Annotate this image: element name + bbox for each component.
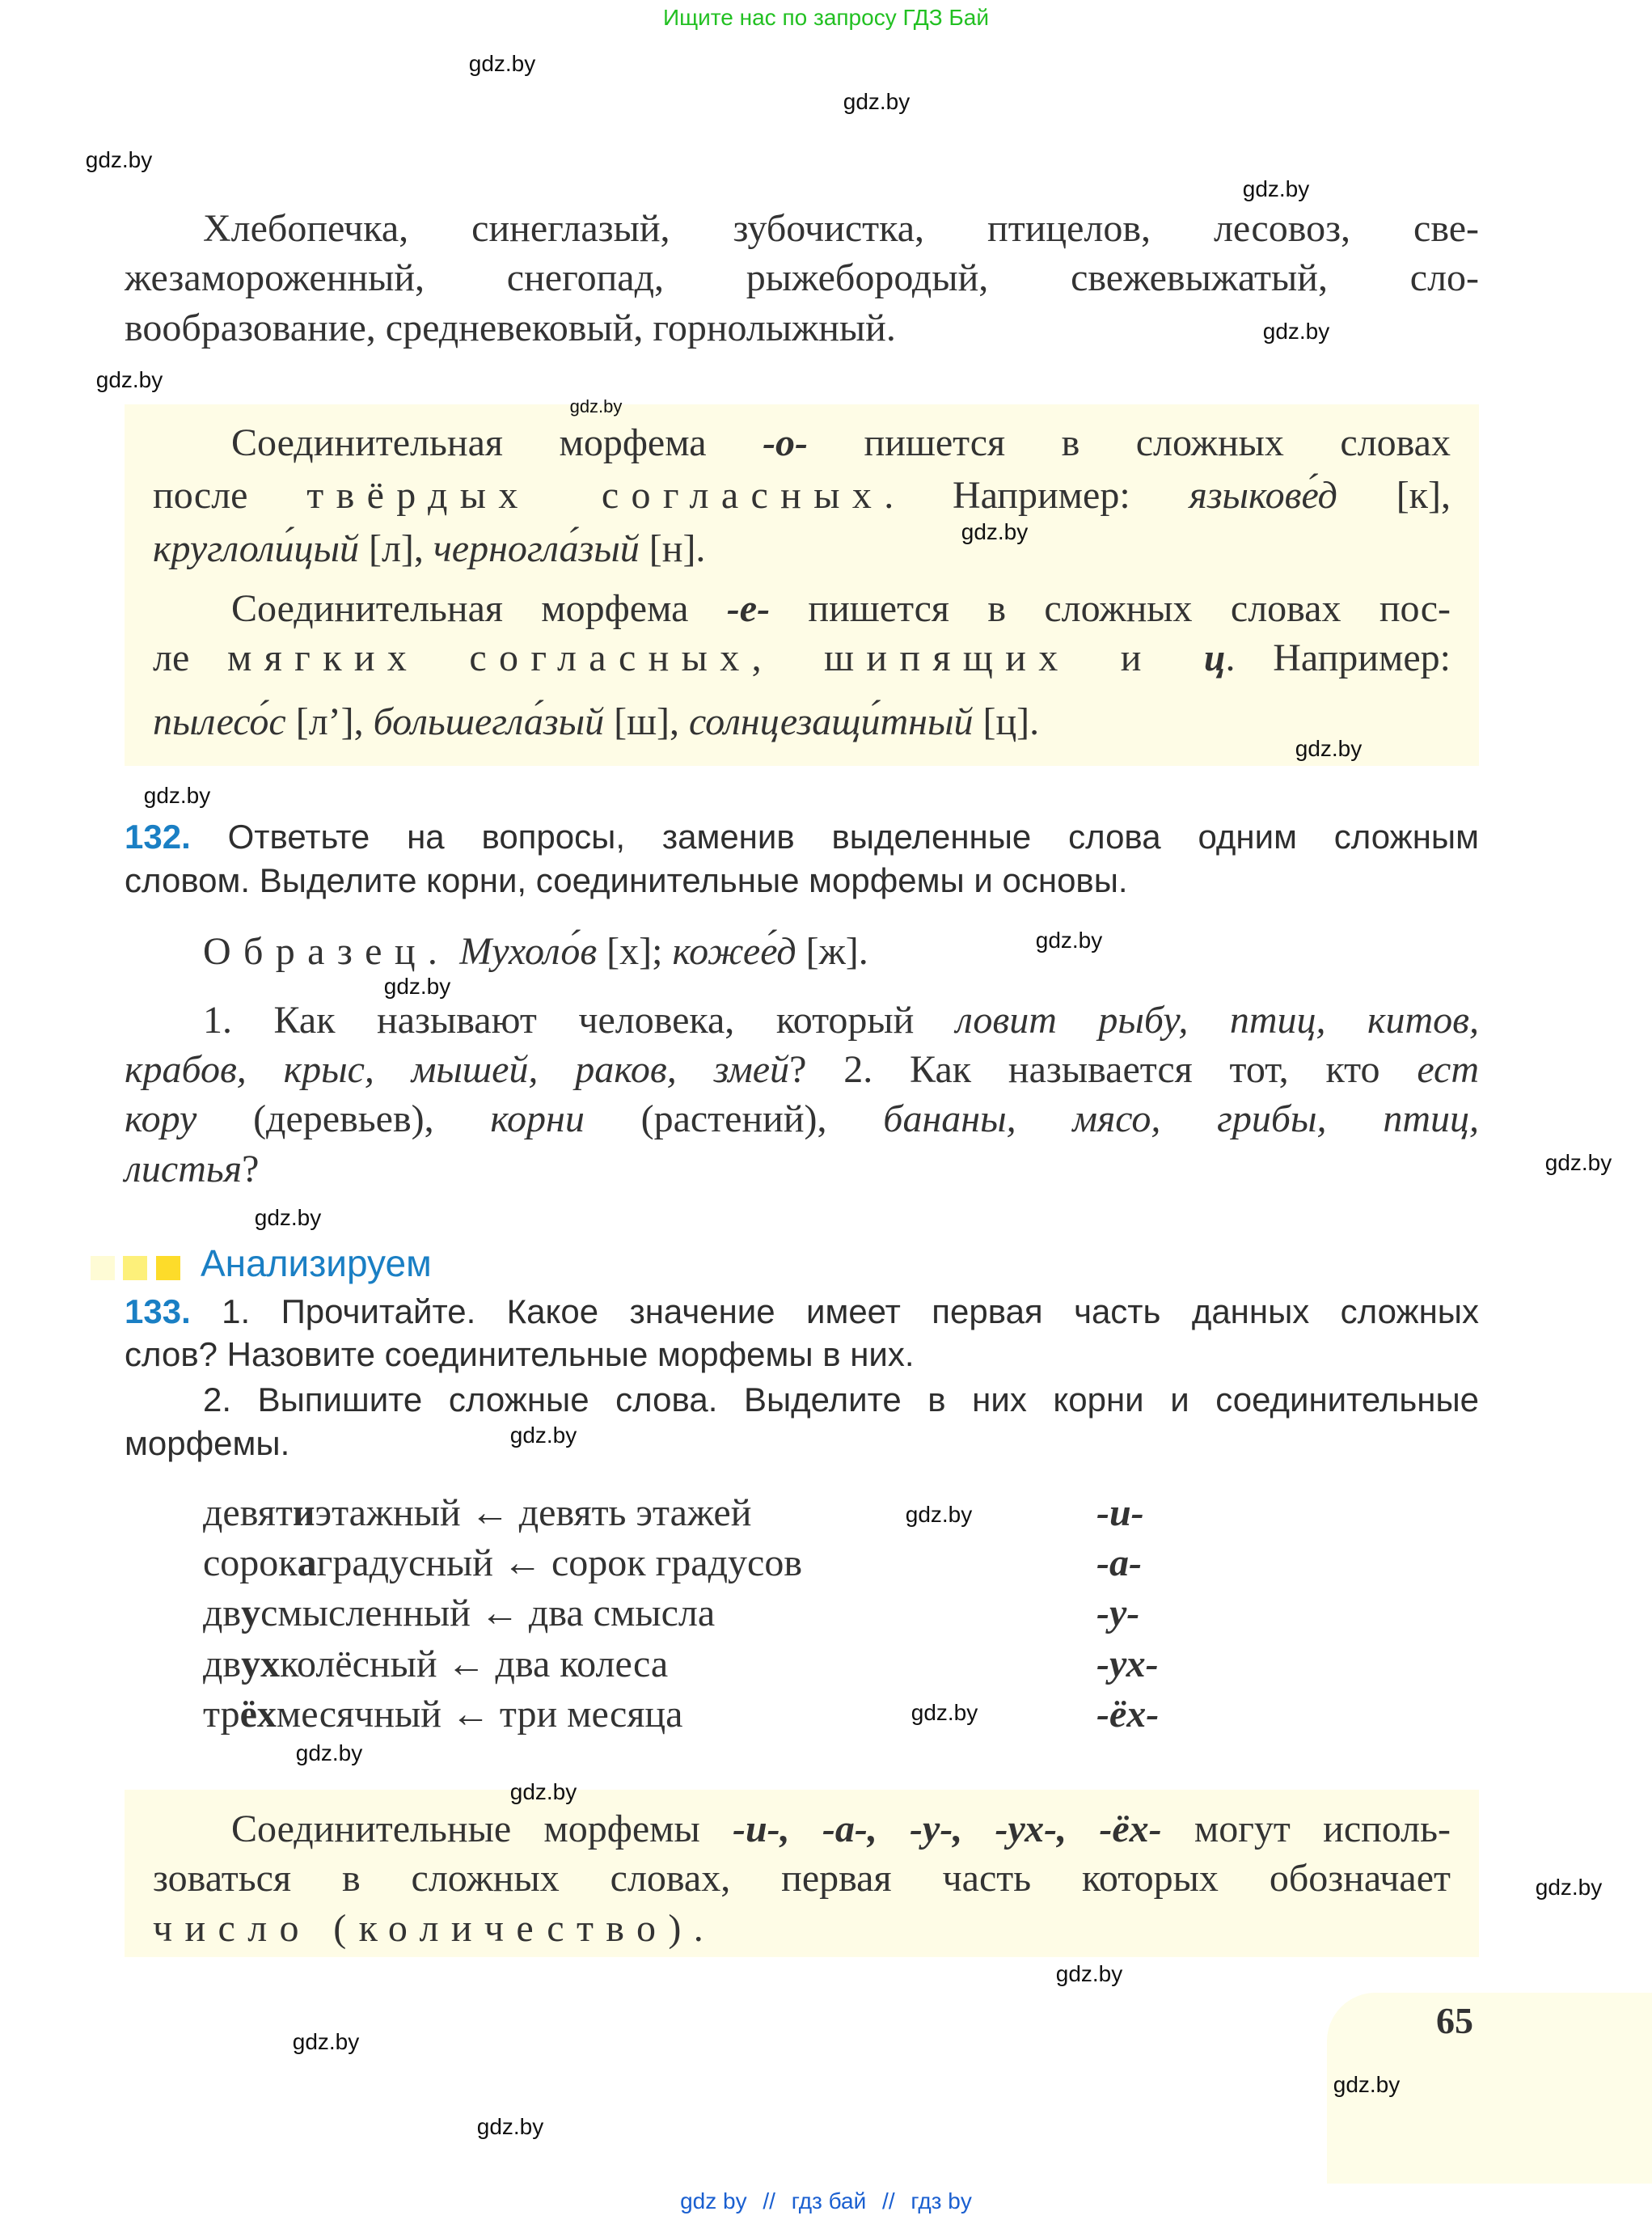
text-segment: (деревьев), [196, 1097, 491, 1140]
text-segment: мягких согласных, шипящих и [226, 636, 1204, 679]
word-list-line [125, 257, 1479, 299]
text-segment: словом. Выделите корни, соединительные морфемы и основы. [125, 861, 1128, 899]
text-segment: . Например: [884, 474, 1189, 517]
text-segment: кору [125, 1097, 197, 1140]
bottom-links [0, 2188, 1652, 2214]
text-segment: солнцезащи́тный [689, 700, 974, 743]
compound-word [203, 1492, 751, 1534]
watermark: gdz.by [295, 1740, 363, 1765]
text-segment: [н]. [639, 527, 706, 570]
text-segment: -е- [726, 587, 771, 630]
link-gdz-by[interactable]: gdz by [680, 2188, 747, 2213]
exercise-number: 132. [125, 818, 191, 856]
text-segment: корни [490, 1097, 585, 1140]
text-segment: девят [203, 1491, 293, 1534]
rule-line [153, 1908, 1451, 1950]
watermark: gdz.by [254, 1205, 322, 1230]
text-segment: жезамороженный, снегопад, рыжебородый, свежевыжатый, сло- [125, 256, 1479, 299]
text-segment: крабов, крыс, мышей, раков, змей [125, 1048, 790, 1091]
text-segment: вообразование, средневековый, горнолыжный. [125, 307, 896, 349]
text-segment: твёрдых согласных [306, 474, 885, 517]
text-segment: пишется в сложных словах пос- [770, 587, 1451, 630]
compound-word [203, 1592, 715, 1634]
watermark: gdz.by [143, 783, 211, 808]
compound-word [203, 1643, 668, 1685]
connecting-morpheme: -а- [1096, 1541, 1142, 1584]
text-segment: ловит рыбу, птиц, китов, [955, 999, 1480, 1042]
watermark: gdz.by [292, 2029, 360, 2054]
text-segment: [к], [1337, 474, 1451, 517]
compound-word [203, 1542, 802, 1584]
text-segment: круглоли́цый [153, 527, 359, 570]
exercise-132-question [125, 1000, 1479, 1042]
rule-line [153, 422, 1451, 464]
connecting-morpheme: -ух- [1096, 1643, 1159, 1685]
text-segment [450, 930, 459, 973]
rule-line [153, 588, 1451, 630]
section-heading: Анализируем [201, 1242, 432, 1284]
text-segment: ле [153, 636, 227, 679]
text-segment: 1. Как называют человека, который [203, 999, 956, 1042]
exercise-132-task [125, 816, 1479, 858]
exercise-132-question [125, 1098, 1479, 1140]
text-segment: ? [242, 1148, 260, 1190]
connecting-morpheme: -ёх- [1096, 1693, 1160, 1736]
text-segment: Соединительная морфема [231, 587, 727, 630]
compound-word [203, 1693, 682, 1736]
connecting-morpheme: -у- [1096, 1592, 1140, 1634]
exercise-133-task [125, 1423, 1479, 1465]
text-segment: слов? Назовите соединительные морфемы в них. [125, 1335, 915, 1373]
rule-line [153, 475, 1451, 517]
rule-line [153, 1858, 1451, 1900]
exercise-132-question [125, 1148, 1479, 1190]
text-segment: Мухоло́в [459, 930, 598, 973]
watermark: gdz.by [383, 974, 451, 999]
watermark: gdz.by [1242, 176, 1310, 201]
watermark: gdz.by [509, 1779, 577, 1804]
watermark: gdz.by [1535, 1875, 1603, 1900]
text-segment: Соединительные морфемы [231, 1808, 733, 1850]
separator: // [882, 2188, 895, 2213]
text-segment: ух [241, 1643, 281, 1685]
text-segment: дв [203, 1643, 242, 1685]
watermark: gdz.by [1333, 2072, 1401, 2097]
watermark: gdz.by [509, 1423, 577, 1448]
watermark: gdz.by [1262, 319, 1330, 344]
section-square-icon [123, 1256, 147, 1280]
page-number: 65 [1436, 2000, 1473, 2041]
exercise-number: 133. [125, 1292, 191, 1330]
text-segment: [ц]. [973, 700, 1040, 743]
rule-line [153, 701, 1451, 743]
separator: // [763, 2188, 775, 2213]
text-segment: и [292, 1491, 315, 1534]
text-segment: черногла́зый [433, 527, 640, 570]
text-segment: Хлебопечка, синеглазый, зубочистка, птицелов, лесовоз, све- [203, 207, 1479, 250]
text-segment: дв [203, 1592, 242, 1634]
text-segment: Ответьте на вопросы, заменив выделенные слова одним сложным [190, 818, 1479, 856]
text-segment: а [297, 1541, 317, 1584]
watermark: gdz.by [1295, 736, 1363, 761]
text-segment: (растений), [584, 1097, 884, 1140]
text-segment: 1. Прочитайте. Какое значение имеет первая часть данных сложных [190, 1292, 1479, 1330]
text-segment: -о- [763, 421, 809, 464]
rule-line [153, 637, 1451, 679]
watermark: gdz.by [468, 51, 536, 76]
text-segment: градусный ← сорок градусов [316, 1541, 802, 1584]
word-list-line [125, 208, 1479, 250]
text-segment: месячный ← три месяца [276, 1693, 683, 1736]
text-segment: [х]; [597, 930, 673, 973]
text-segment: большегла́зый [373, 700, 605, 743]
link-gdz-bai[interactable]: гдз бай [791, 2188, 867, 2213]
text-segment: 2. Выпишите сложные слова. Выделите в них корни и соединительные [203, 1380, 1479, 1419]
text-segment: морфемы. [125, 1424, 290, 1462]
text-segment: ест [1417, 1048, 1479, 1091]
connecting-morpheme: -и- [1096, 1491, 1144, 1534]
text-segment: листья [125, 1148, 243, 1190]
text-segment: [л’], [285, 700, 374, 743]
text-segment: сорок [203, 1541, 298, 1584]
exercise-133-task [125, 1291, 1479, 1333]
text-segment: ёх [239, 1693, 277, 1736]
text-segment: пылесо́с [153, 700, 286, 743]
text-segment: -и-, -а-, -у-, -ух-, -ёх- [732, 1808, 1162, 1850]
text-segment: кожее́д [672, 930, 796, 973]
text-segment: ц [1203, 636, 1226, 679]
text-segment: зоваться в сложных словах, первая часть которых обозначает [153, 1857, 1451, 1900]
text-segment: этажный ← девять этажей [315, 1491, 752, 1534]
text-segment: бананы, мясо, грибы, птиц, [883, 1097, 1479, 1140]
text-segment: языкове́д [1189, 474, 1337, 517]
watermark: gdz.by [476, 2114, 544, 2139]
exercise-133-task [125, 1379, 1479, 1421]
text-segment: тр [203, 1693, 240, 1736]
text-segment: Образец. [203, 930, 450, 973]
text-segment: смысленный ← два смысла [260, 1592, 716, 1634]
watermark: gdz.by [1544, 1150, 1612, 1175]
watermark: gdz.by [905, 1502, 973, 1527]
watermark: gdz.by [961, 519, 1029, 544]
rule-line [153, 1808, 1451, 1850]
watermark: gdz.by [95, 367, 163, 392]
text-segment: у [241, 1592, 261, 1634]
watermark: gdz.by [1055, 1961, 1123, 1986]
text-segment: Соединительная морфема [231, 421, 763, 464]
text-segment: после [153, 474, 307, 517]
text-segment: [ж]. [796, 930, 868, 973]
section-square-icon [91, 1256, 115, 1280]
exercise-132-task [125, 860, 1479, 902]
link-gdz-by-alt[interactable]: гдз by [911, 2188, 972, 2213]
rule-line [153, 528, 1451, 570]
text-segment: [ш], [604, 700, 690, 743]
text-segment: число (количество) [153, 1907, 694, 1950]
exercise-133-task [125, 1334, 1479, 1376]
text-segment: . Например: [1225, 636, 1451, 679]
exercise-132-question [125, 1049, 1479, 1091]
watermark: gdz.by [911, 1700, 978, 1725]
text-segment: пишется в сложных словах [808, 421, 1451, 464]
watermark: gdz.by [1035, 928, 1103, 953]
text-segment: могут исполь- [1161, 1808, 1451, 1850]
text-segment: [л], [358, 527, 433, 570]
watermark: gdz.by [843, 89, 911, 114]
top-search-banner[interactable]: Ищите нас по запросу ГДЗ Бай [662, 5, 990, 30]
watermark: gdz.by [569, 396, 623, 416]
text-segment: ? 2. Как называется тот, кто [789, 1048, 1418, 1091]
section-square-icon [156, 1256, 180, 1280]
text-segment: колёсный ← два колеса [280, 1643, 669, 1685]
exercise-132-sample [125, 931, 1479, 973]
text-segment: . [693, 1907, 703, 1950]
watermark: gdz.by [85, 147, 153, 172]
